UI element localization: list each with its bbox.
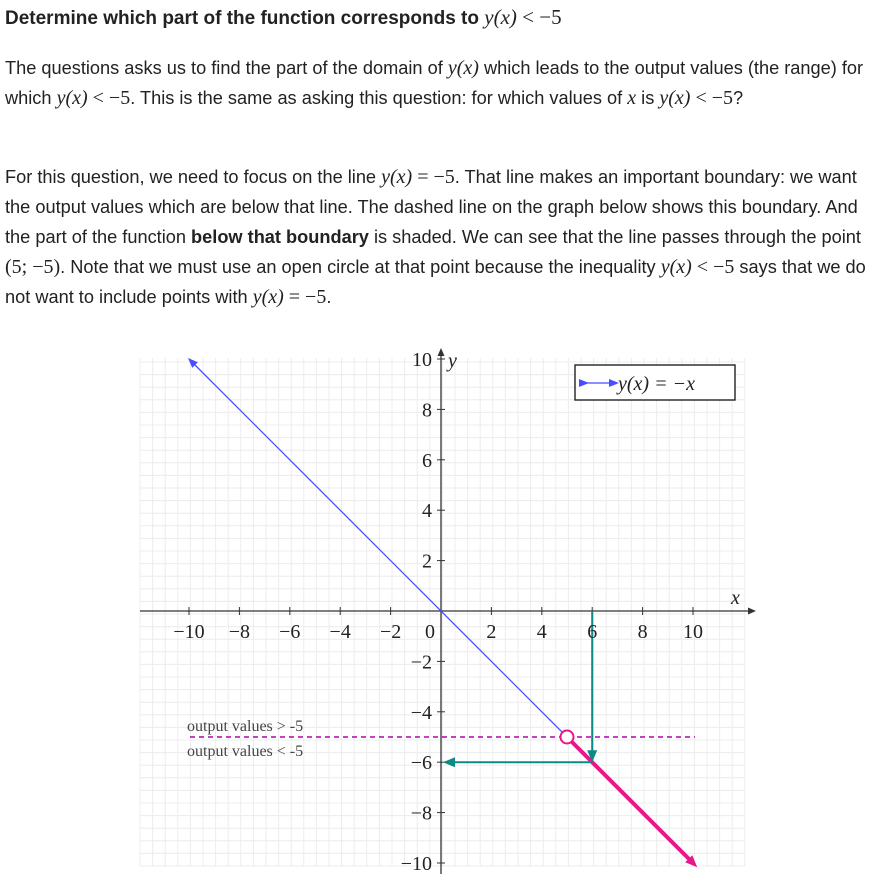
x-tick-label: −2 [379, 621, 402, 643]
p2-text-5: says that we do not want to include points with [5, 257, 866, 307]
annotation-above: output values > -5 [187, 718, 304, 735]
y-tick-label: −2 [410, 651, 432, 674]
p2-math-4-rel: = −5 [283, 286, 327, 308]
p1-text-1: The questions asks us to find the part of the domain of [5, 58, 448, 78]
paragraph-boundary [5, 162, 885, 312]
y-tick-label: 6 [422, 449, 432, 472]
y-axis-label: y [448, 350, 457, 372]
p2-math-1: y(x) [381, 166, 413, 188]
x-tick-label: −6 [279, 621, 301, 643]
heading-math: y(x) [484, 5, 517, 29]
p1-text-2: which leads to the output values (the range) for which [5, 58, 864, 108]
y-tick-label: 2 [422, 550, 432, 573]
question-heading [5, 4, 885, 32]
p1-math-2-rel: < −5 [87, 87, 131, 109]
y-tick-label: 4 [422, 500, 432, 523]
p2-math-3: y(x) [660, 256, 692, 278]
plot-marks [190, 362, 735, 863]
heading-math-rel: < −5 [516, 5, 562, 29]
y-tick-label: 8 [422, 399, 432, 422]
x-tick-label: 6 [587, 621, 598, 643]
x-tick-label: −10 [173, 621, 205, 643]
axes [140, 352, 752, 874]
p1-text-4: is [636, 88, 660, 108]
x-tick-label: 8 [637, 621, 648, 643]
p1-text-5: ? [733, 88, 744, 108]
y-tick-label: −4 [410, 701, 432, 724]
y-tick-label: 10 [412, 349, 432, 371]
function-graph [0, 340, 891, 891]
p1-math-2: y(x) [56, 87, 88, 109]
p1-math-3: x [627, 87, 637, 109]
p2-math-1-rel: = −5 [412, 166, 455, 188]
y-tick-label: −10 [400, 853, 432, 875]
open-circle-point [561, 731, 574, 744]
p2-math-4: y(x) [252, 286, 284, 308]
x-tick-label: 0 [425, 621, 435, 643]
x-tick-label: −8 [228, 621, 251, 643]
p2-text-4: . Note that we must use an open circle at that point because the inequality [60, 257, 661, 277]
p2-text-2: . That line makes an important boundary: we want the output values which are below that line. The dashed line on the graph below shows this boundary. And the part of the function [5, 167, 858, 247]
x-tick-label: 4 [536, 621, 547, 643]
x-tick-label: 2 [486, 621, 497, 643]
p1-math-4: y(x) [659, 87, 691, 109]
shaded-segment [567, 737, 693, 863]
p1-text-3: . This is the same as asking this question: for which values of [130, 88, 628, 108]
p2-text-1: For this question, we need to focus on the line [5, 167, 382, 187]
y-tick-label: −6 [410, 752, 432, 775]
y-tick-label: −8 [410, 802, 432, 825]
x-axis-label: x [731, 587, 740, 609]
p2-text-6: . [326, 287, 332, 307]
paragraph-intro [5, 53, 885, 113]
p1-math-4-rel: < −5 [690, 87, 734, 109]
p2-math-point: (5; −5) [5, 256, 61, 278]
legend-label: y(x) = −x [618, 373, 695, 395]
p1-math-1: y(x) [447, 57, 479, 79]
annotation-below: output values < -5 [187, 743, 304, 760]
p2-math-3-rel: < −5 [691, 256, 735, 278]
p2-text-3: is shaded. We can see that the line passes through the point [368, 227, 861, 247]
heading-text: Determine which part of the function corresponds to [5, 8, 485, 29]
x-tick-label: 10 [683, 621, 703, 643]
x-tick-label: −4 [329, 621, 351, 643]
p2-bold: below that boundary [191, 227, 369, 247]
